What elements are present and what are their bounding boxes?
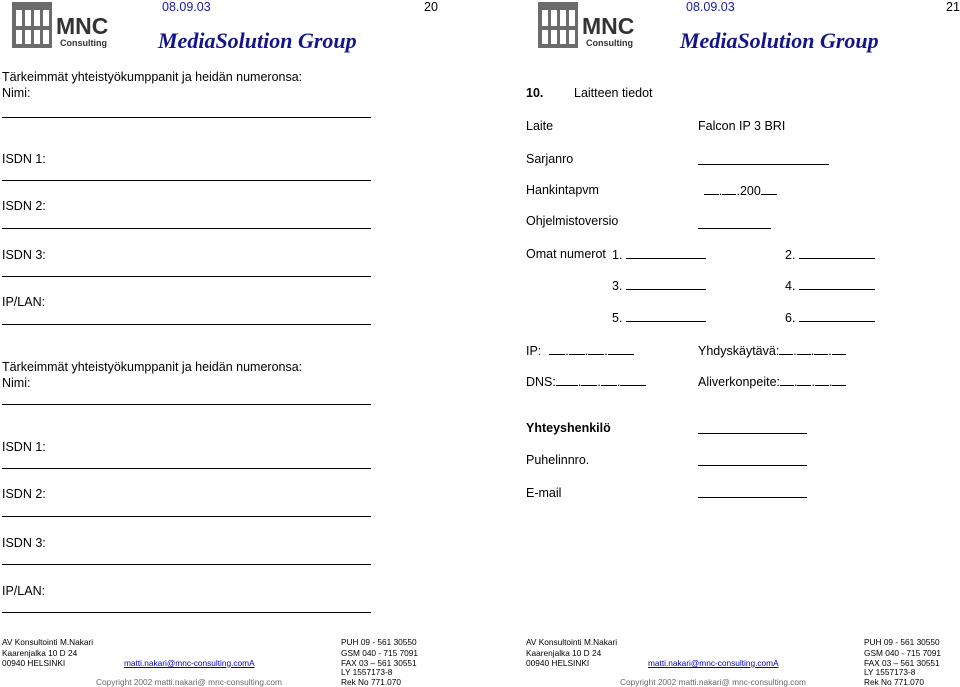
- page-date: 08.09.03: [686, 0, 735, 14]
- logo-letters: MNC: [56, 13, 109, 39]
- footer-city: 00940 HELSINKI: [526, 658, 590, 668]
- number-1[interactable]: 1.: [612, 247, 706, 262]
- sarjanro-label: Sarjanro: [526, 152, 574, 166]
- isdn2-line[interactable]: [2, 516, 371, 517]
- isdn3-line[interactable]: [2, 564, 371, 565]
- ip-field[interactable]: IP: . . .: [526, 343, 634, 358]
- ohjelmisto-line[interactable]: [698, 228, 771, 229]
- footer-company: AV Konsultointi M.Nakari: [2, 637, 94, 647]
- footer-email-link[interactable]: matti.nakari@mnc-consulting.comA: [648, 658, 779, 668]
- footer-fax: FAX 03 – 561 30551: [341, 658, 417, 668]
- iplan-label: IP/LAN:: [2, 295, 46, 309]
- brand-title: MediaSolution Group: [158, 28, 357, 53]
- isdn1-line[interactable]: [2, 468, 371, 469]
- name-line[interactable]: [2, 404, 371, 405]
- page-number: 20: [424, 0, 438, 14]
- gateway-field[interactable]: Yhdyskäytävä: . . .: [698, 343, 846, 358]
- sarjanro-line[interactable]: [698, 164, 829, 165]
- section-heading: Tärkeimmät yhteistyökumppanit ja heidän numeronsa:: [2, 70, 303, 84]
- footer-copyright: Copyright 2002 matti.nakari@ mnc-consulting.com: [96, 677, 282, 687]
- hankintapvm-label: Hankintapvm: [526, 183, 599, 197]
- section-heading: Tärkeimmät yhteistyökumppanit ja heidän numeronsa:: [2, 360, 303, 374]
- isdn3-line[interactable]: [2, 276, 371, 277]
- footer-fax: FAX 03 – 561 30551: [864, 658, 940, 668]
- name-label: Nimi:: [2, 86, 31, 100]
- name-label: Nimi:: [2, 376, 31, 390]
- isdn1-label: ISDN 1:: [2, 440, 46, 454]
- number-5[interactable]: 5.: [612, 310, 706, 325]
- contact-line[interactable]: [698, 433, 807, 434]
- logo-letters: MNC: [582, 13, 635, 39]
- footer-ly: LY 1557173-8: [864, 667, 916, 677]
- footer-street: Kaarenjalka 10 D 24: [2, 648, 78, 658]
- email-line[interactable]: [698, 497, 807, 498]
- footer-street: Kaarenjalka 10 D 24: [526, 648, 602, 658]
- section-number: 10.: [526, 86, 544, 100]
- isdn2-label: ISDN 2:: [2, 199, 46, 213]
- number-4[interactable]: 4.: [785, 278, 875, 293]
- isdn1-line[interactable]: [2, 180, 371, 181]
- number-2[interactable]: 2.: [785, 247, 875, 262]
- isdn2-label: ISDN 2:: [2, 487, 46, 501]
- number-3[interactable]: 3.: [612, 278, 706, 293]
- laite-label: Laite: [526, 119, 554, 133]
- isdn2-line[interactable]: [2, 228, 371, 229]
- name-line[interactable]: [2, 117, 371, 118]
- subnet-field[interactable]: Aliverkonpeite: . . .: [698, 374, 846, 389]
- ohjelmisto-label: Ohjelmistoversio: [526, 214, 619, 228]
- footer-copyright: Copyright 2002 matti.nakari@ mnc-consulting.com: [620, 677, 806, 687]
- iplan-label: IP/LAN:: [2, 584, 46, 598]
- footer-gsm: GSM 040 - 715 7091: [864, 648, 942, 658]
- logo-sub: Consulting: [586, 38, 633, 48]
- page-number: 21: [946, 0, 960, 14]
- number-6[interactable]: 6.: [785, 310, 875, 325]
- isdn3-label: ISDN 3:: [2, 536, 46, 550]
- iplan-line[interactable]: [2, 324, 371, 325]
- section-title: Laitteen tiedot: [574, 86, 653, 100]
- brand-title: MediaSolution Group: [680, 28, 879, 53]
- laite-value: Falcon IP 3 BRI: [698, 119, 786, 133]
- mnc-logo-icon: [538, 2, 648, 48]
- footer-ly: LY 1557173-8: [341, 667, 393, 677]
- footer-rek: Rek No 771.070: [341, 677, 401, 687]
- iplan-line[interactable]: [2, 612, 371, 613]
- footer-company: AV Konsultointi M.Nakari: [526, 637, 618, 647]
- email-label: E-mail: [526, 486, 562, 500]
- footer-email-link[interactable]: matti.nakari@mnc-consulting.comA: [124, 658, 255, 668]
- isdn1-label: ISDN 1:: [2, 152, 46, 166]
- page-date: 08.09.03: [162, 0, 211, 14]
- dns-field[interactable]: DNS: . . .: [526, 374, 646, 389]
- contact-label: Yhteyshenkilö: [526, 421, 611, 435]
- hankintapvm-year: 200: [739, 184, 761, 198]
- footer-city: 00940 HELSINKI: [2, 658, 66, 668]
- omat-label: Omat numerot: [526, 247, 606, 261]
- footer-gsm: GSM 040 - 715 7091: [341, 648, 419, 658]
- footer-rek: Rek No 771.070: [864, 677, 924, 687]
- phone-line[interactable]: [698, 465, 807, 466]
- isdn3-label: ISDN 3:: [2, 248, 46, 262]
- logo-sub: Consulting: [60, 38, 107, 48]
- footer-puh: PUH 09 - 561 30550: [864, 637, 940, 647]
- phone-label: Puhelinnro.: [526, 453, 590, 467]
- mnc-logo-icon: [12, 2, 122, 48]
- footer-puh: PUH 09 - 561 30550: [341, 637, 417, 647]
- hankintapvm-field[interactable]: . .200: [704, 183, 777, 198]
